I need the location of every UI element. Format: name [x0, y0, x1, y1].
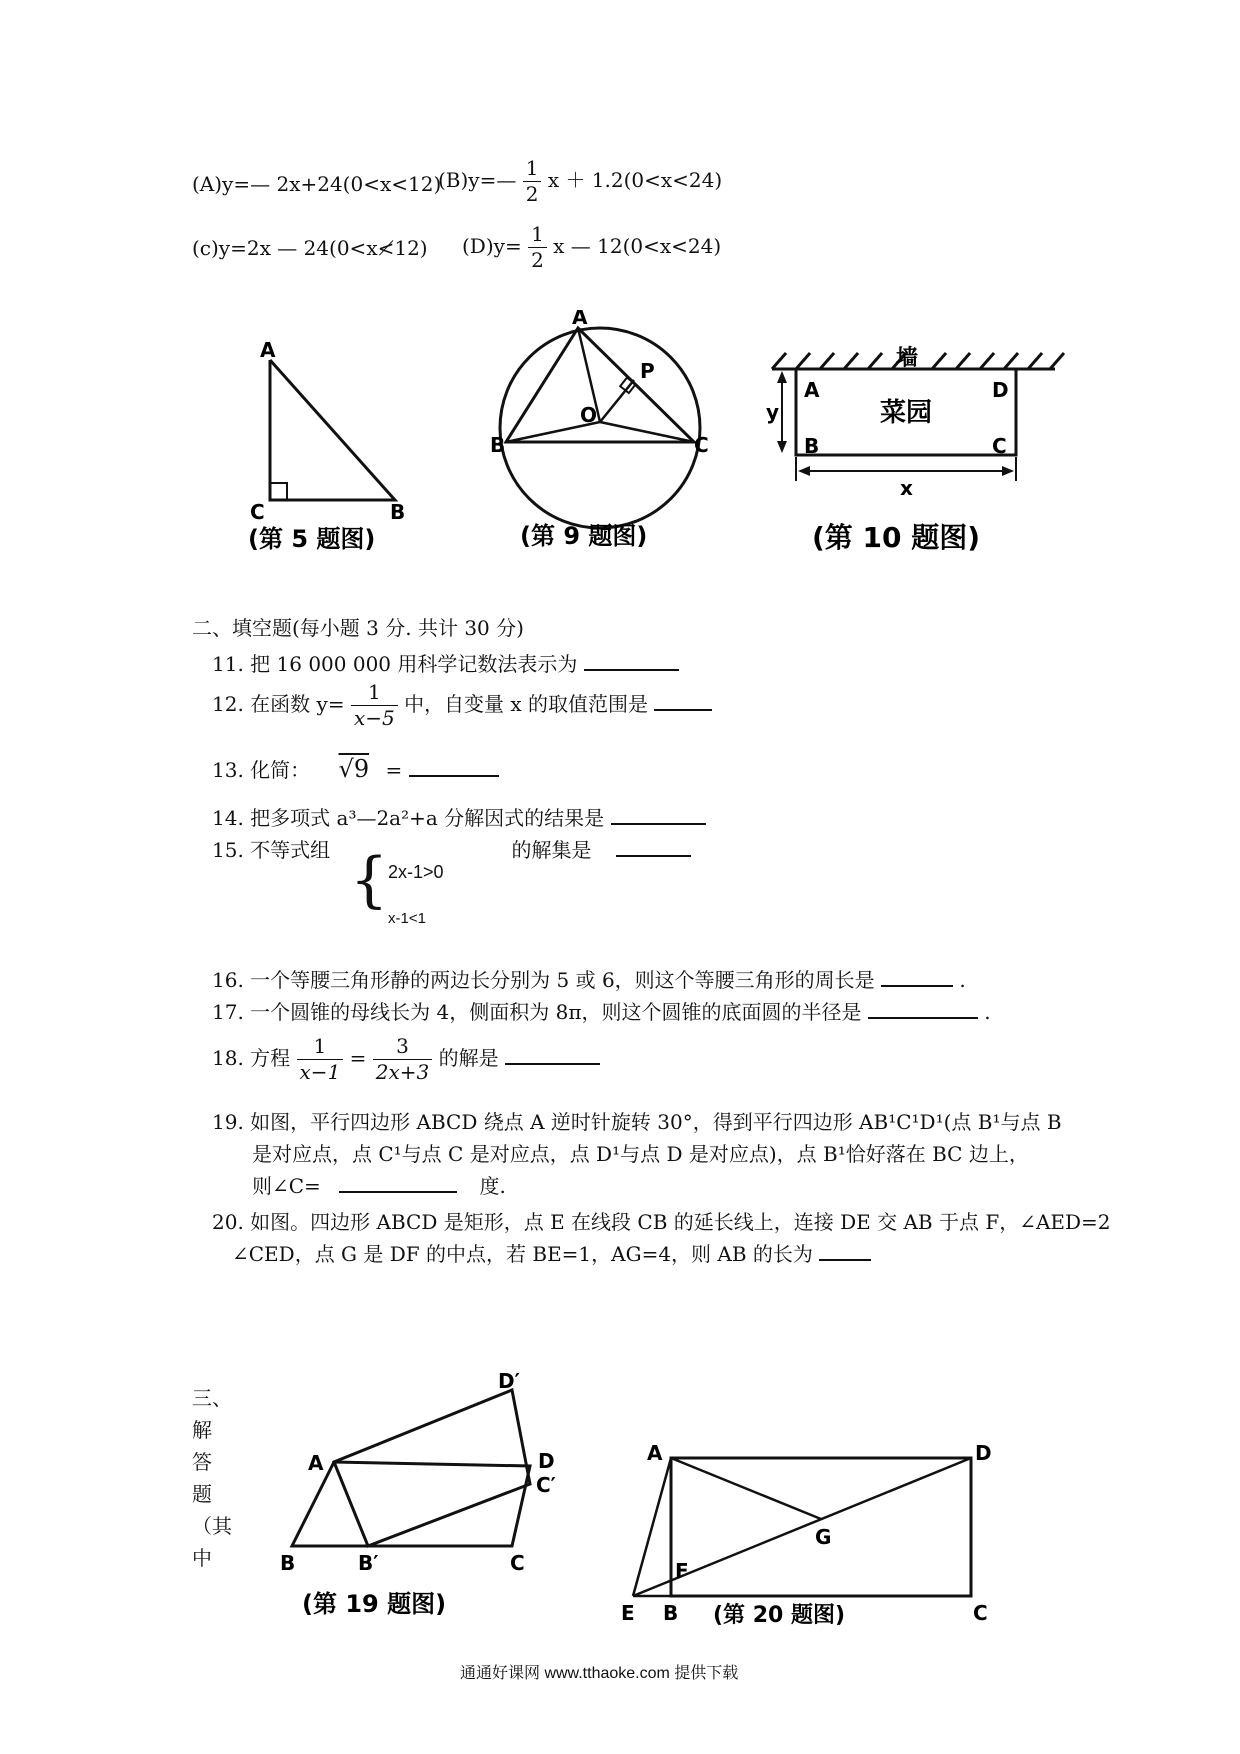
question-16 — [212, 964, 966, 993]
fig9-label-c: C — [694, 433, 709, 457]
answer-blank-20[interactable] — [819, 1259, 871, 1261]
fig9-caption: (第 9 题图) — [520, 522, 648, 550]
fig9-circle — [500, 328, 700, 528]
fig10-label-y: y — [766, 400, 780, 424]
fig10-label-b: B — [804, 434, 820, 458]
fig5-caption: (第 5 题图) — [248, 525, 376, 553]
question-13 — [212, 754, 499, 783]
option-d-fraction — [528, 222, 547, 273]
fig20-label-g: G — [815, 1525, 832, 1549]
question-19-angle: 则∠C= — [252, 1174, 321, 1198]
question-19-unit: 度. — [479, 1174, 506, 1198]
fig19-label-c1: C′ — [536, 1473, 556, 1497]
option-b-prefix: (B)y=— — [438, 168, 517, 192]
answer-blank-14[interactable] — [611, 823, 706, 825]
question-15 — [212, 834, 691, 863]
fig9-label-p: P — [640, 359, 655, 383]
fig20-label-a: A — [647, 1441, 663, 1465]
option-b — [438, 156, 722, 207]
question-18-suffix: 的解是 — [438, 1046, 499, 1070]
fig19-label-c: C — [510, 1551, 525, 1575]
fig20-label-b: B — [663, 1601, 679, 1625]
figure-10 — [760, 335, 1080, 565]
fig20-label-c: C — [973, 1601, 988, 1625]
fig19-parallelogram-abcd — [292, 1462, 530, 1546]
fig19-label-b: B — [280, 1551, 296, 1575]
fig9-line-op — [600, 380, 634, 422]
figure-5 — [240, 335, 420, 570]
fig10-label-a: A — [804, 378, 820, 402]
question-18-fraction-right — [373, 1034, 433, 1085]
option-d-denominator: 2 — [531, 248, 544, 272]
fig20-caption: (第 20 题图) — [713, 1603, 846, 1625]
question-15-prefix: 15. 不等式组 — [212, 838, 331, 862]
question-16-text: 16. 一个等腰三角形静的两边长分别为 5 或 6，则这个等腰三角形的周长是 — [212, 968, 875, 992]
question-18-denominator-right: 2x+3 — [375, 1060, 430, 1084]
question-12-prefix: 12. 在函数 y= — [212, 692, 345, 716]
option-d-numerator: 1 — [528, 222, 547, 248]
fig19-parallelogram-rotated — [334, 1390, 530, 1546]
figure-20 — [615, 1420, 1005, 1625]
fig10-caption: (第 10 题图) — [812, 521, 981, 554]
question-18 — [212, 1034, 600, 1085]
question-12-numerator: 1 — [351, 680, 398, 706]
fig10-label-d: D — [992, 378, 1009, 402]
answer-blank-12[interactable] — [654, 709, 712, 711]
section-3-heading — [192, 1382, 232, 1574]
fig19-label-d1: D′ — [498, 1369, 520, 1393]
question-11 — [212, 648, 679, 677]
fig10-wall-label: 墙 — [896, 346, 919, 371]
section-3-char: 题 — [192, 1482, 212, 1506]
fig10-label-x: x — [900, 476, 913, 500]
question-20-line-1: 20. 如图。四边形 ABCD 是矩形，点 E 在线段 CB 的延长线上，连接 DE 交 AB 于点 F，∠AED=2 — [212, 1210, 1111, 1234]
section-3-char: 中 — [192, 1546, 212, 1570]
option-a: (A)y=— 2x+24(0<x<12) — [192, 172, 442, 196]
question-14 — [212, 802, 706, 831]
question-13-equals: = — [385, 758, 403, 782]
question-11-text: 11. 把 16 000 000 用科学记数法表示为 — [212, 652, 578, 676]
fig20-line-ag — [671, 1458, 821, 1519]
fig20-label-f: F — [675, 1559, 689, 1583]
question-17-period: . — [984, 1000, 991, 1024]
section-2-heading: 二、填空题(每小题 3 分. 共计 30 分) — [192, 616, 524, 640]
fig9-triangle — [506, 328, 694, 442]
section-3-char: 答 — [192, 1450, 212, 1474]
question-16-period: . — [959, 968, 966, 992]
fig20-label-e: E — [621, 1601, 635, 1625]
question-18-denominator-left: x−1 — [299, 1060, 341, 1084]
inequality-line-1: 2x-1>0 — [388, 862, 444, 882]
fig20-label-d: D — [975, 1441, 992, 1465]
answer-blank-15[interactable] — [616, 855, 691, 857]
inequality-line-2: x-1<1 — [388, 910, 426, 927]
option-b-fraction — [523, 156, 542, 207]
fig5-label-c: C — [250, 500, 265, 524]
question-19-line-2: 是对应点，点 C¹与点 C 是对应点，点 D¹与点 D 是对应点)，点 B¹恰好落在 BC 边上， — [252, 1142, 1029, 1166]
question-20-text: ∠CED，点 G 是 DF 的中点，若 BE=1，AG=4，则 AB 的长为 — [232, 1242, 813, 1266]
option-c: (c)y=2x — 24(0<x≮12) — [192, 236, 428, 260]
question-12 — [212, 680, 712, 731]
fig9-label-a: A — [572, 310, 588, 329]
fig5-triangle — [270, 360, 395, 500]
question-18-equals: = — [349, 1046, 367, 1070]
section-3-char: （其 — [192, 1514, 232, 1538]
answer-blank-19[interactable] — [339, 1191, 457, 1193]
answer-blank-16[interactable] — [881, 985, 953, 987]
fig9-label-b: B — [490, 433, 506, 457]
question-13-prefix: 13. 化简： — [212, 758, 311, 782]
fig20-line-ea — [633, 1458, 671, 1596]
option-d-prefix: (D)y= — [462, 234, 522, 258]
question-15-suffix: 的解集是 — [511, 838, 592, 862]
question-18-fraction-left — [297, 1034, 344, 1085]
footer-text: 通通好课网 www.tthaoke.com 提供下载 — [460, 1665, 739, 1682]
fig19-label-d: D — [538, 1449, 555, 1473]
fig10-y-arrow-top — [777, 371, 787, 383]
question-18-prefix: 18. 方程 — [212, 1046, 291, 1070]
fig19-label-b1: B′ — [358, 1551, 379, 1575]
fig9-line-oc — [600, 422, 694, 442]
option-b-numerator: 1 — [523, 156, 542, 182]
question-12-fraction — [351, 680, 398, 731]
question-17 — [212, 996, 991, 1025]
fig10-garden-label: 菜园 — [880, 398, 933, 428]
option-b-denominator: 2 — [525, 182, 539, 206]
question-17-text: 17. 一个圆锥的母线长为 4，侧面积为 8π，则这个圆锥的底面圆的半径是 — [212, 1000, 862, 1024]
fig9-label-o: O — [580, 403, 598, 427]
inequality-brace: { — [350, 845, 389, 915]
question-12-denominator: x−5 — [353, 706, 395, 730]
section-3-char: 三、 — [192, 1386, 232, 1410]
fig10-x-arrow-right — [1002, 466, 1014, 476]
option-d-suffix: x — 12(0<x<24) — [553, 234, 722, 258]
fig5-label-b: B — [390, 500, 406, 524]
fig10-label-c: C — [992, 434, 1007, 458]
fig10-y-arrow-bottom — [777, 441, 787, 453]
fig10-x-arrow-left — [798, 466, 810, 476]
question-19-line-3 — [252, 1170, 506, 1199]
question-19-line-1: 19. 如图，平行四边形 ABCD 绕点 A 逆时针旋转 30°，得到平行四边形 AB¹C¹D¹(点 B¹与点 B — [212, 1110, 1062, 1134]
answer-blank-17[interactable] — [868, 1017, 978, 1019]
option-d — [462, 222, 721, 273]
question-18-numerator-right: 3 — [373, 1034, 433, 1060]
figure-9 — [490, 310, 720, 560]
option-b-suffix: x ＋ 1.2(0<x<24) — [547, 168, 723, 192]
question-20-line-2 — [232, 1238, 871, 1267]
fig19-label-a: A — [308, 1451, 324, 1475]
figure-19 — [272, 1366, 572, 1618]
question-18-numerator-left: 1 — [297, 1034, 344, 1060]
answer-blank-18[interactable] — [505, 1063, 600, 1065]
question-14-text: 14. 把多项式 a³—2a²+a 分解因式的结果是 — [212, 806, 605, 830]
section-3-char: 解 — [192, 1418, 212, 1442]
fig5-right-angle-mark — [270, 483, 287, 500]
question-12-suffix: 中，自变量 x 的取值范围是 — [404, 692, 649, 716]
question-13-radical: √9 — [338, 755, 370, 783]
answer-blank-13[interactable] — [409, 775, 499, 777]
fig19-caption: (第 19 题图) — [302, 1590, 447, 1618]
fig5-label-a: A — [260, 338, 276, 362]
answer-blank-11[interactable] — [584, 669, 679, 671]
